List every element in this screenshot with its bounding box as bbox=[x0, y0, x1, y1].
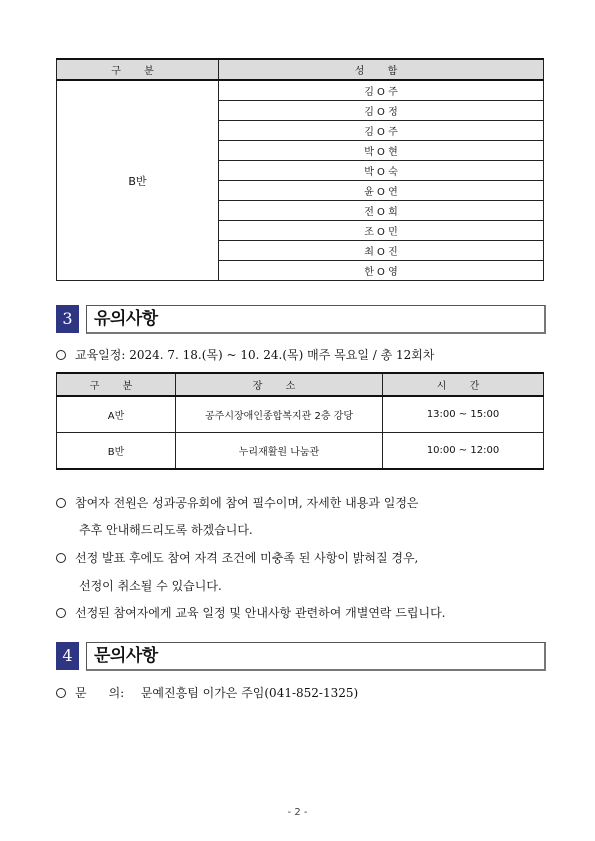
note-text: 선정 발표 후에도 참여 자격 조건에 미충족 된 사항이 밝혀질 경우, bbox=[75, 551, 419, 565]
schedule-text: 교육일정: 2024. 7. 18.(목) ~ 10. 24.(목) 매주 목요일 / 총 12회차 bbox=[75, 348, 435, 362]
name-cell: 윤 O 연 bbox=[219, 181, 544, 201]
note-continuation: 추후 안내해드리도록 하겠습니다. bbox=[79, 523, 253, 537]
circle-bullet-icon bbox=[56, 350, 66, 360]
section-header-contact bbox=[56, 642, 546, 670]
contact-line bbox=[56, 684, 358, 701]
table-row bbox=[57, 433, 544, 470]
note-item bbox=[56, 494, 419, 511]
schedule-line bbox=[56, 346, 434, 363]
name-cell: 김 O 정 bbox=[219, 101, 544, 121]
col-header-group: 구 분 bbox=[57, 59, 219, 80]
place-cell: 공주시장애인종합복지관 2층 강당 bbox=[176, 396, 383, 433]
name-cell: 박 O 현 bbox=[219, 141, 544, 161]
note-item bbox=[56, 549, 418, 566]
group-cell: A반 bbox=[57, 396, 176, 433]
name-cell: 전 O 희 bbox=[219, 201, 544, 221]
col-header-group: 구 분 bbox=[57, 373, 176, 396]
name-cell: 박 O 숙 bbox=[219, 161, 544, 181]
participant-table bbox=[56, 58, 544, 281]
note-continuation: 선정이 취소될 수 있습니다. bbox=[79, 579, 222, 593]
name-cell: 한 O 영 bbox=[219, 261, 544, 281]
circle-bullet-icon bbox=[56, 498, 66, 508]
schedule-table bbox=[56, 372, 544, 470]
group-cell: B반 bbox=[57, 80, 219, 281]
note-text: 참여자 전원은 성과공유회에 참여 필수이며, 자세한 내용과 일정은 bbox=[75, 496, 419, 510]
page-number: - 2 - bbox=[287, 807, 308, 818]
table-row bbox=[57, 396, 544, 433]
col-header-place: 장 소 bbox=[176, 373, 383, 396]
section-number: 4 bbox=[56, 642, 79, 670]
place-cell: 누리재활원 나눔관 bbox=[176, 433, 383, 470]
contact-label: 문 의: bbox=[75, 686, 125, 700]
contact-value: 문예진흥팀 이가은 주임(041-852-1325) bbox=[140, 686, 359, 700]
name-cell: 최 O 진 bbox=[219, 241, 544, 261]
section-number: 3 bbox=[56, 305, 79, 333]
group-cell: B반 bbox=[57, 433, 176, 470]
col-header-time: 시 간 bbox=[383, 373, 544, 396]
section-title: 유의사항 bbox=[94, 309, 158, 329]
name-cell: 김 O 주 bbox=[219, 121, 544, 141]
name-cell: 조 O 민 bbox=[219, 221, 544, 241]
note-item bbox=[56, 604, 446, 621]
section-header-notes bbox=[56, 305, 546, 333]
time-cell: 13:00 ~ 15:00 bbox=[383, 396, 544, 433]
time-cell: 10:00 ~ 12:00 bbox=[383, 433, 544, 470]
name-cell: 김 O 주 bbox=[219, 80, 544, 101]
circle-bullet-icon bbox=[56, 608, 66, 618]
circle-bullet-icon bbox=[56, 553, 66, 563]
section-title: 문의사항 bbox=[94, 646, 158, 666]
circle-bullet-icon bbox=[56, 688, 66, 698]
col-header-name: 성 함 bbox=[219, 59, 544, 80]
note-text: 선정된 참여자에게 교육 일정 및 안내사항 관련하여 개별연락 드립니다. bbox=[75, 606, 446, 620]
